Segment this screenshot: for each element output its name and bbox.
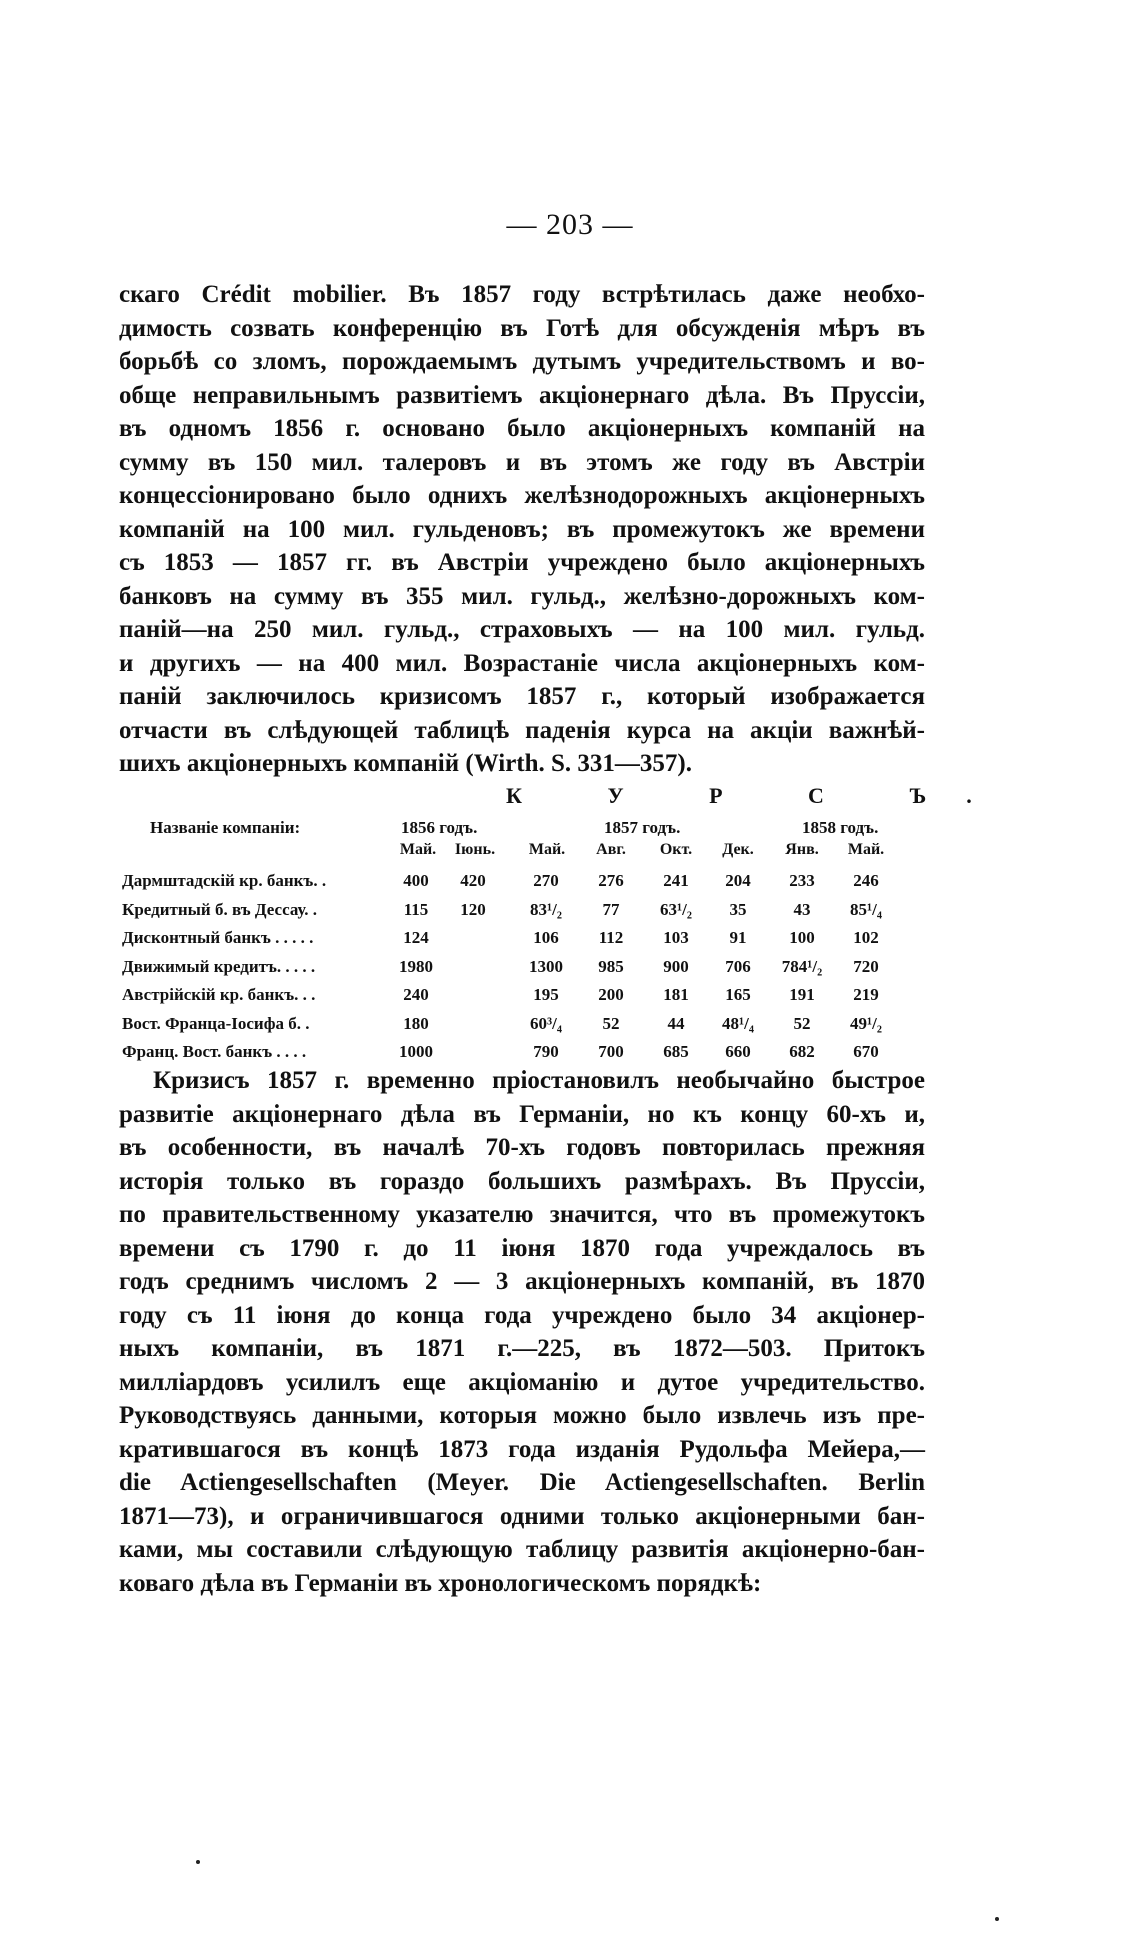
price-cell: 77 <box>602 899 620 919</box>
text-line: по правительственному указателю значится, что въ промежутокъ <box>119 1201 925 1228</box>
price-cell: 241 <box>663 871 689 890</box>
price-cell: 112 <box>598 928 624 947</box>
price-cell: 1980 <box>399 956 433 976</box>
price-cell: 276 <box>598 871 624 890</box>
month-header: Янв. <box>785 841 819 858</box>
text-line: димость созвать конференцію въ Готѣ для обсужденія мѣръ въ <box>119 314 925 342</box>
price-cell: 706 <box>725 956 751 976</box>
print-speck <box>995 1917 999 1921</box>
price-cell: 60³/₄ <box>530 1013 562 1033</box>
price-cell: 85¹/₄ <box>850 899 882 919</box>
price-cell: 1300 <box>529 956 563 976</box>
price-cell: 900 <box>663 956 689 976</box>
price-cell: 52 <box>602 1013 620 1033</box>
price-cell: 204 <box>725 871 751 890</box>
price-cell: 103 <box>663 928 689 947</box>
price-cell: 660 <box>725 1042 751 1061</box>
text-line: Руководствуясь данными, которыя можно было извлечь изъ пре- <box>119 1402 925 1429</box>
price-cell: 195 <box>533 985 559 1004</box>
text-line: году съ 11 іюня до конца года учреждено было 34 акціонер- <box>119 1301 925 1329</box>
paragraph-crisis <box>119 1064 925 1600</box>
text-line: сумму въ 150 мил. талеровъ и въ этомъ же году въ Австріи <box>119 448 925 476</box>
month-header: Май. <box>399 841 437 858</box>
paragraph-intro <box>119 278 925 781</box>
page-number: — 203 — <box>506 208 634 241</box>
text-line: въ особенности, въ началѣ 70-хъ годовъ повторилась прежняя <box>119 1134 925 1161</box>
price-cell: 48¹/₄ <box>722 1013 754 1033</box>
company-name: Движимый кредитъ. . . . . <box>122 956 316 976</box>
column-header-company: Названіе компаніи: <box>150 818 301 837</box>
month-header: Май. <box>528 841 566 858</box>
text-line: обще неправильнымъ развитіемъ акціонернаго дѣла. Въ Пруссіи, <box>119 381 925 409</box>
price-cell: 985 <box>598 956 624 976</box>
price-cell: 790 <box>533 1042 559 1061</box>
table-row <box>116 957 926 983</box>
text-line: скаго Crédit mobilier. Въ 1857 году встрѣтилась даже необхо- <box>119 281 925 308</box>
company-name: Дармштадскій кр. банкъ. . <box>122 871 327 890</box>
price-cell: 120 <box>460 899 486 919</box>
price-cell: 700 <box>598 1042 624 1061</box>
price-cell: 1000 <box>399 1042 433 1061</box>
text-line: 1871—73), и ограничившагося одними только акціонерными бан- <box>119 1502 925 1530</box>
price-cell: 83¹/₂ <box>530 899 562 919</box>
month-header: Окт. <box>659 841 693 858</box>
text-line: милліардовъ усилилъ еще акціоманію и дутое учредительство. <box>119 1368 925 1396</box>
price-cell: 181 <box>663 985 689 1004</box>
price-cell: 43 <box>793 899 811 919</box>
price-cell: 91 <box>729 928 747 947</box>
table-row <box>116 985 926 1011</box>
month-header: Іюнь. <box>454 841 496 858</box>
text-line: die Actiengesellschaften (Meyer. Die Actiengesellschaften. Berlin <box>119 1469 925 1496</box>
text-line: шихъ акціонерныхъ компаній (Wirth. S. 331—357). <box>119 750 692 777</box>
text-line: времени съ 1790 г. до 11 іюня 1870 года учреждалось въ <box>119 1234 925 1262</box>
text-line: ныхъ компаніи, въ 1871 г.—225, въ 1872—503. Притокъ <box>119 1335 925 1362</box>
price-cell: 106 <box>533 928 559 947</box>
price-cell: 124 <box>403 928 429 947</box>
price-cell: 240 <box>403 985 429 1004</box>
price-cell: 720 <box>853 956 879 976</box>
print-speck <box>196 1860 200 1864</box>
month-header: Май. <box>847 841 885 858</box>
text-line: коваго дѣла въ Германіи въ хронологическомъ порядкѣ: <box>119 1569 762 1597</box>
price-cell: 400 <box>403 871 429 890</box>
text-line: Кризисъ 1857 г. временно пріостановилъ необычайно быстрое <box>153 1067 925 1094</box>
table-row <box>116 900 926 926</box>
price-cell: 246 <box>853 871 879 890</box>
month-header: Авг. <box>596 841 626 858</box>
company-name: Дисконтный банкъ . . . . . <box>122 928 314 947</box>
company-name: Кредитный б. въ Дессау. . <box>122 899 318 919</box>
text-line: годъ среднимъ числомъ 2 — 3 акціонерныхъ компаній, въ 1870 <box>119 1268 925 1295</box>
price-cell: 35 <box>729 899 747 919</box>
year-header: 1856 годъ. <box>401 818 478 837</box>
price-cell: 233 <box>789 871 815 890</box>
text-line: ками, мы составили слѣдующую таблицу развитія акціонерно-бан- <box>119 1536 925 1563</box>
price-cell: 200 <box>598 985 624 1004</box>
price-cell: 115 <box>403 899 429 919</box>
text-line: развитіе акціонернаго дѣла въ Германіи, но къ концу 60-хъ и, <box>119 1100 925 1128</box>
price-cell: 49¹/₂ <box>850 1013 882 1033</box>
price-cell: 420 <box>460 871 486 890</box>
price-cell: 52 <box>793 1013 811 1033</box>
price-cell: 784¹/₂ <box>781 956 823 976</box>
company-name: Австрійскій кр. банкъ. . . <box>122 985 316 1004</box>
company-name: Вост. Франца-Іосифа б. . <box>122 1013 310 1033</box>
price-cell: 180 <box>403 1013 429 1033</box>
text-line: борьбѣ со зломъ, порождаемымъ дутымъ учредительствомъ и во- <box>119 348 925 375</box>
text-line: концессіонировано было однихъ желѣзнодорожныхъ акціонерныхъ <box>119 482 925 509</box>
text-line: кратившагося въ концѣ 1873 года изданія Рудольфа Мейера,— <box>119 1435 925 1463</box>
table-row <box>116 928 926 954</box>
table-title: К У Р С Ъ. <box>506 783 1012 808</box>
text-line: отчасти въ слѣдующей таблицѣ паденія курса на акціи важнѣй- <box>119 716 925 744</box>
price-cell: 102 <box>853 928 879 947</box>
price-cell: 44 <box>667 1013 685 1033</box>
price-cell: 670 <box>853 1042 879 1061</box>
price-cell: 219 <box>853 985 879 1004</box>
company-name: Франц. Вост. банкъ . . . . <box>122 1042 307 1061</box>
price-cell: 191 <box>789 985 815 1004</box>
price-cell: 63¹/₂ <box>660 899 692 919</box>
text-line: компаній на 100 мил. гульденовъ; въ промежутокъ же времени <box>119 515 925 543</box>
price-cell: 682 <box>789 1042 815 1061</box>
year-header: 1857 годъ. <box>604 818 681 837</box>
price-cell: 685 <box>663 1042 689 1061</box>
text-line: банковъ на сумму въ 355 мил. гульд., желѣзно-дорожныхъ ком- <box>119 582 925 610</box>
text-line: въ одномъ 1856 г. основано было акціонерныхъ компаній на <box>119 415 925 442</box>
text-line: исторія только въ гораздо большихъ размѣрахъ. Въ Пруссіи, <box>119 1167 925 1195</box>
year-header: 1858 годъ. <box>802 818 879 837</box>
table-row <box>116 1014 926 1040</box>
table-row <box>116 871 926 897</box>
text-line: паній—на 250 мил. гульд., страховыхъ — на 100 мил. гульд. <box>119 616 925 643</box>
text-line: паній заключилось кризисомъ 1857 г., который изображается <box>119 683 925 710</box>
price-cell: 270 <box>533 871 559 890</box>
text-line: и другихъ — на 400 мил. Возрастаніе числа акціонерныхъ ком- <box>119 649 925 677</box>
month-header: Дек. <box>722 841 754 858</box>
text-line: съ 1853 — 1857 гг. въ Австріи учреждено было акціонерныхъ <box>119 549 925 576</box>
price-cell: 165 <box>725 985 751 1004</box>
price-cell: 100 <box>789 928 815 947</box>
